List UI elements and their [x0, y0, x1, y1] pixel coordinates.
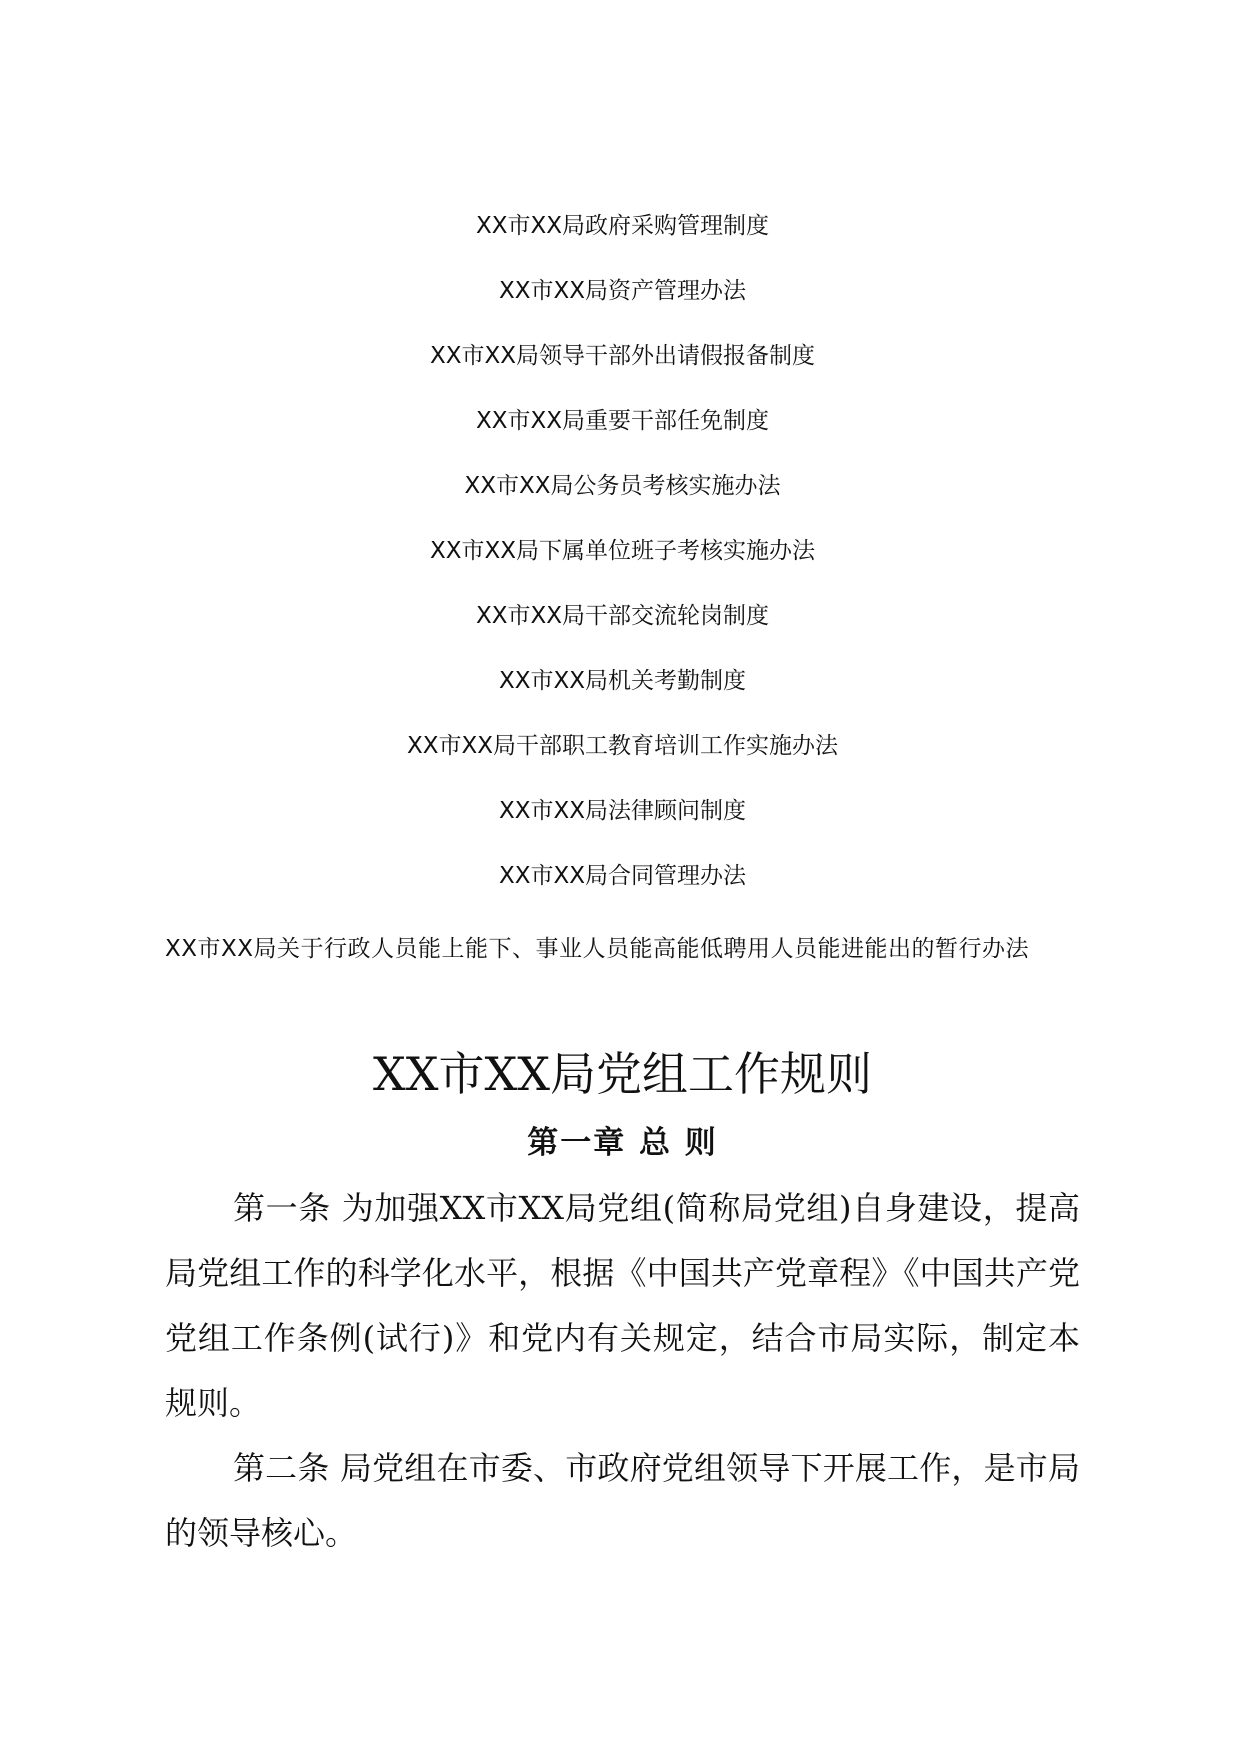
toc-item: XX市XX局政府采购管理制度: [475, 213, 770, 239]
toc-item: XX市XX局公务员考核实施办法: [464, 473, 781, 499]
toc-item: XX市XX局资产管理办法: [498, 278, 747, 304]
toc-item: XX市XX局机关考勤制度: [498, 668, 747, 694]
toc-list: [165, 200, 1080, 915]
toc-item: XX市XX局重要干部任免制度: [475, 408, 770, 434]
toc-item: XX市XX局下属单位班子考核实施办法: [429, 538, 816, 564]
toc-item: XX市XX局干部交流轮岗制度: [475, 603, 770, 629]
toc-item: XX市XX局合同管理办法: [498, 863, 747, 889]
article-paragraph: 第二条 局党组在市委、市政府党组领导下开展工作，是市局的领导核心。: [165, 1449, 1080, 1552]
article-paragraph: 第一条 为加强XX市XX局党组(简称局党组)自身建设，提高局党组工作的科学化水平，根据《中国共产党章程》《中国共产党党组工作条例(试行)》和党内有关规定，结合市局实际，制定本规则。: [165, 1189, 1080, 1422]
toc-item-long: XX市XX局关于行政人员能上能下、事业人员能高能低聘用人员能进能出的暂行办法: [165, 936, 1030, 962]
toc-item: XX市XX局干部职工教育培训工作实施办法: [406, 733, 839, 759]
toc-item: XX市XX局领导干部外出请假报备制度: [429, 343, 816, 369]
toc-item: XX市XX局法律顾问制度: [498, 798, 747, 824]
chapter-heading: 第一章 总 则: [527, 1125, 718, 1161]
document-title: XX市XX局党组工作规则: [373, 1047, 872, 1101]
